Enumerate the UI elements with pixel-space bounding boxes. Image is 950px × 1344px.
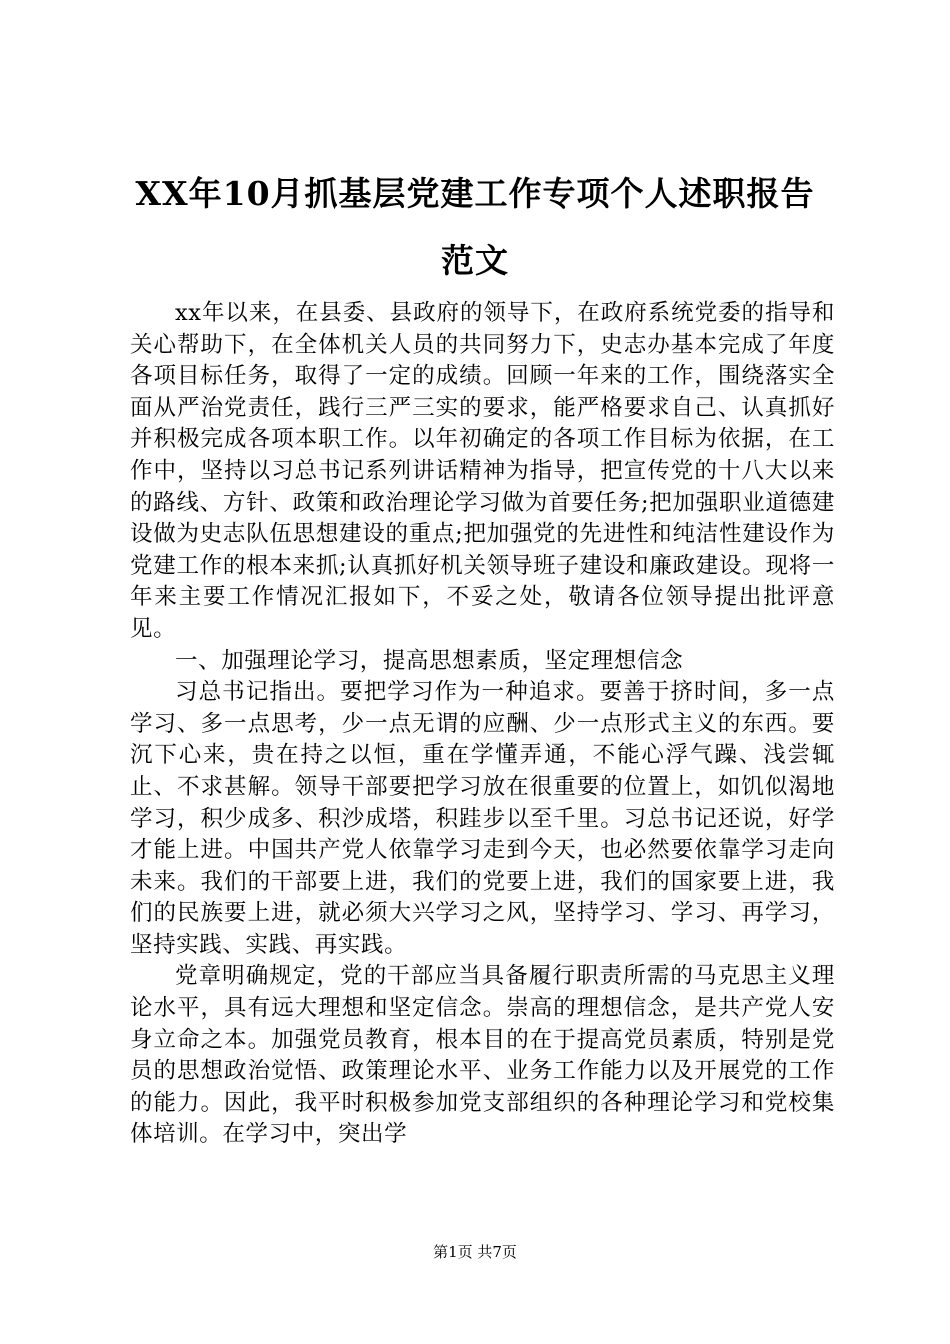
document-body (130, 298, 835, 1151)
document-title: XX年10月抓基层党建工作专项个人述职报告范文 (135, 174, 815, 280)
page-number-footer: 第1页 共7页 (433, 1243, 517, 1261)
paragraph-study-quote: 习总书记指出。要把学习作为一种追求。要善于挤时间，多一点学习、多一点思考，少一点无谓的应酬、少一点形式主义的东西。要沉下心来，贵在持之以恒，重在学懂弄通，不能心浮气躁、浅尝辄止、不求甚解。领导干部要把学习放在很重要的位置上，如饥似渴地学习，积少成多、积沙成塔，积跬步以至千里。习总书记还说，好学才能上进。中国共产党人依靠学习走到今天，也必然要依靠学习走向未来。我们的干部要上进，我们的党要上进，我们的国家要上进，我们的民族要上进，就必须大兴学习之风，坚持学习、学习、再学习，坚持实践、实践、再实践。 (130, 679, 835, 958)
paragraph-intro: xx年以来，在县委、县政府的领导下，在政府系统党委的指导和关心帮助下，在全体机关人员的共同努力下，史志办基本完成了年度各项目标任务，取得了一定的成绩。回顾一年来的工作，围绕落实全面从严治党责任，践行三严三实的要求，能严格要求自己、认真抓好并积极完成各项本职工作。以年初确定的各项工作目标为依据，在工作中，坚持以习总书记系列讲话精神为指导，把宣传党的十八大以来的路线、方针、政策和政治理论学习做为首要任务;把加强职业道德建设做为史志队伍思想建设的重点;把加强党的先进性和纯洁性建设作为党建工作的根本来抓;认真抓好机关领导班子建设和廉政建设。现将一年来主要工作情况汇报如下，不妥之处，敬请各位领导提出批评意见。 (130, 300, 835, 642)
section-heading-1: 一、加强理论学习，提高思想素质，坚定理想信念 (175, 647, 684, 674)
paragraph-party-constitution: 党章明确规定，党的干部应当具备履行职责所需的马克思主义理论水平，具有远大理想和坚定信念。崇高的理想信念，是共产党人安身立命之本。加强党员教育，根本目的在于提高党员素质，特别是党员的思想政治觉悟、政策理论水平、业务工作能力以及开展党的工作的能力。因此，我平时积极参加党支部组织的各种理论学习和党校集体培训。在学习中，突出学 (130, 963, 835, 1148)
